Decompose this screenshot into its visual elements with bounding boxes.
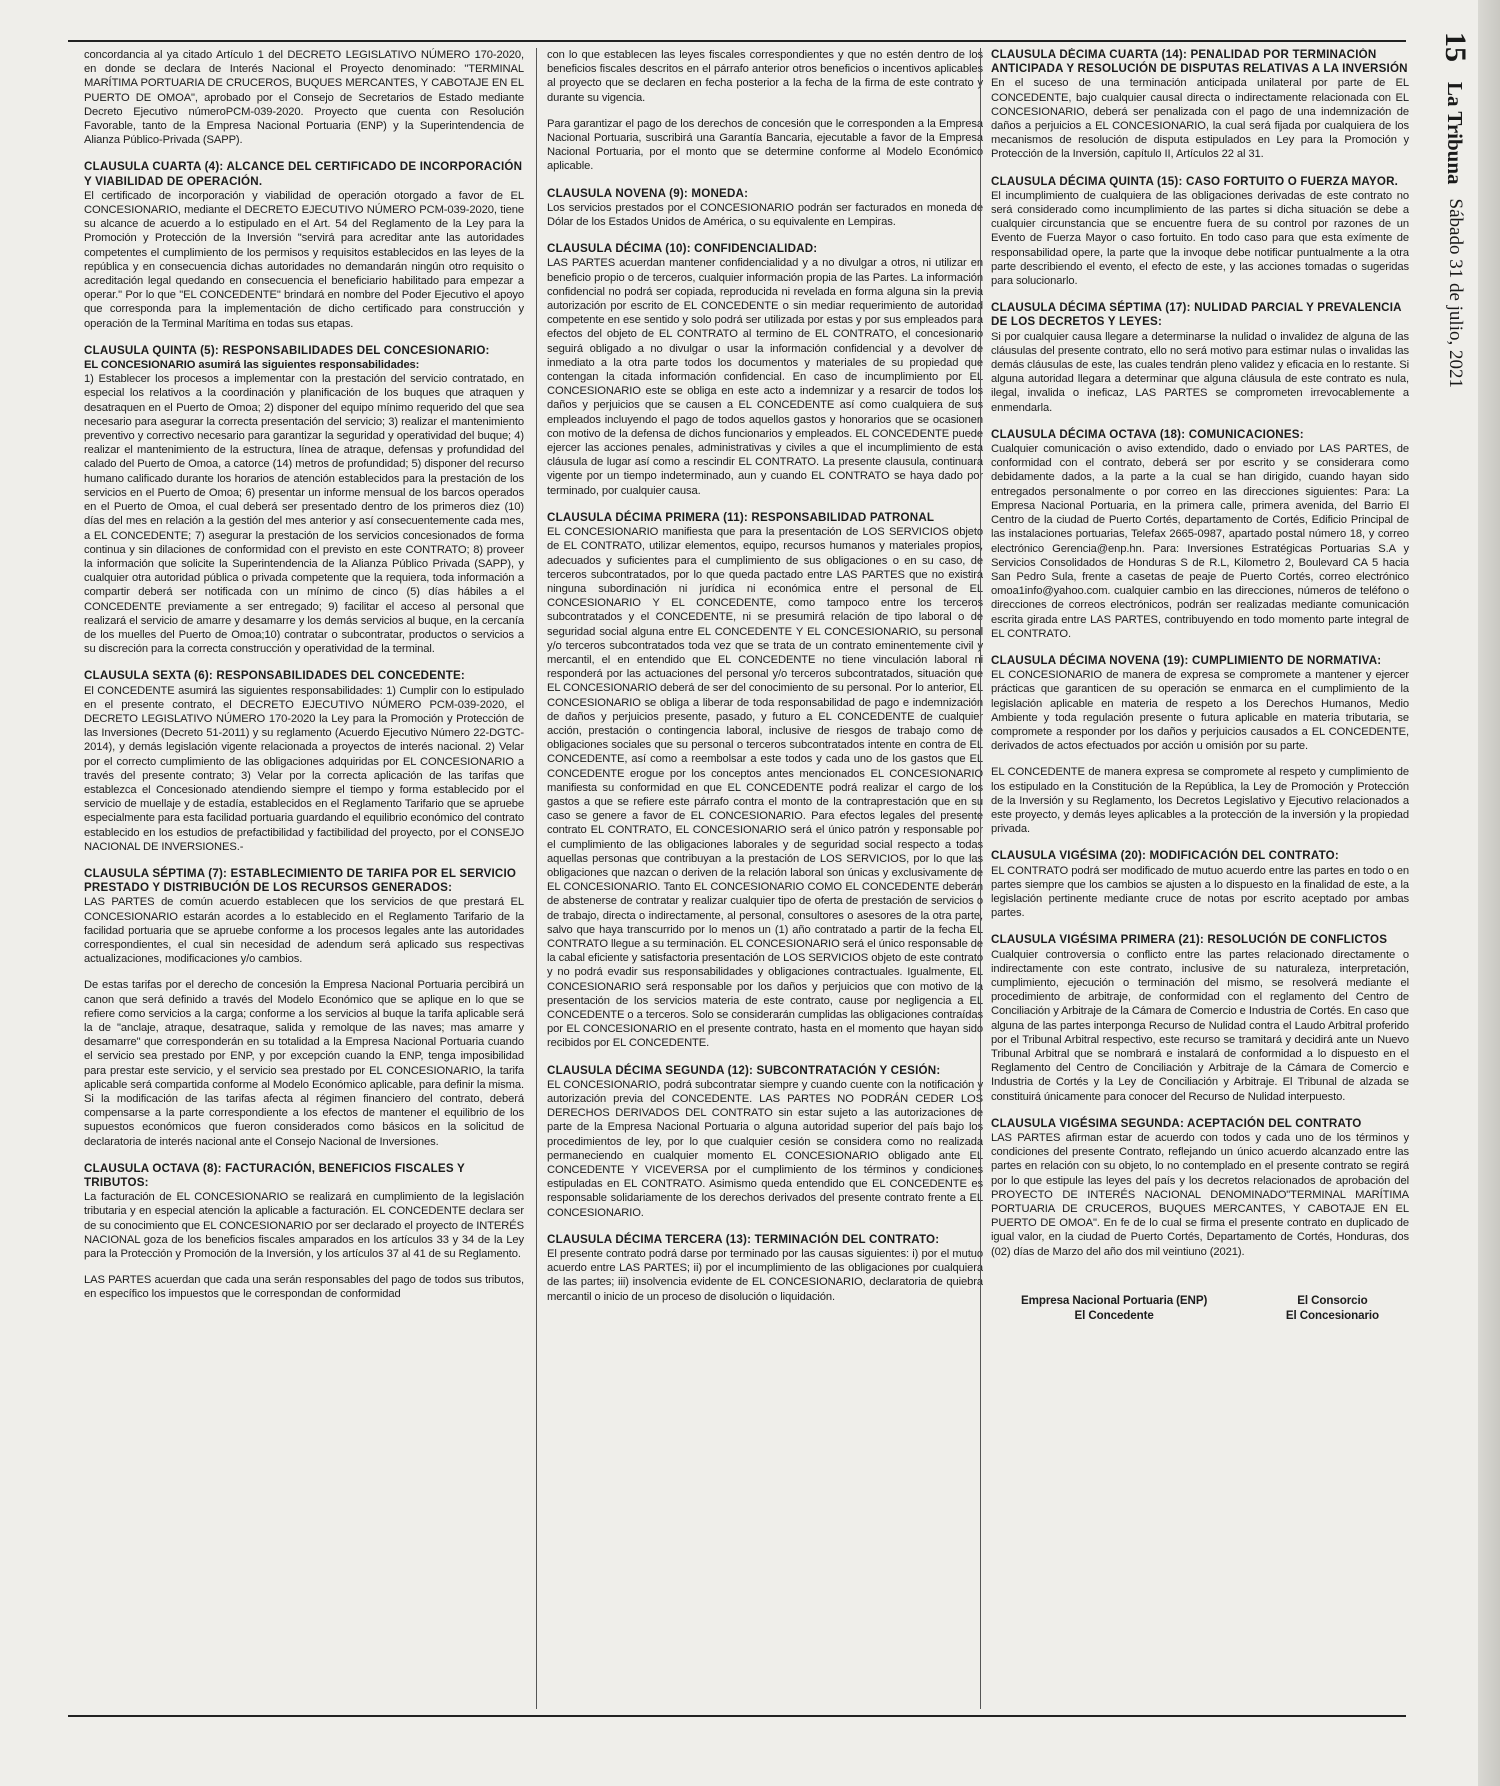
clause-title: CLAUSULA SEXTA (6): RESPONSABILIDADES DEL CONCEDENTE: (84, 669, 465, 683)
clause-paragraph: Si por cualquier causa llegare a determinarse la nulidad o invalidez de alguna de las cláusulas del presente contrato, ello no será motivo para estimar nulas o invalidas las demás cláusulas de este, las cuales tendrán pleno validez y eficacia en lo restante. Si alguna autoridad llegara a determinar que alguna cláusula de este contrato es nula, ilegal, invalida o ineficaz, LAS PARTES se comprometen irrevocablemente a enmendarla. (991, 330, 1409, 414)
masthead (1426, 32, 1472, 432)
column-3 (980, 48, 1409, 1709)
clause-subtitle: EL CONCESIONARIO asumirá las siguientes responsabilidades: (84, 359, 420, 372)
clause-title: CLAUSULA CUARTA (4): ALCANCE DEL CERTIFICADO DE INCORPORACIÓN Y VIABILIDAD DE OPERACIÓN. (84, 160, 523, 188)
clause (547, 511, 983, 1051)
clause-paragraph: concordancia al ya citado Artículo 1 del DECRETO LEGISLATIVO NÚMERO 170-2020, en donde se declara de Interés Nacional el Proyecto denominado: "TERMINAL MARÍTIMA PORTUARIA DE CRUCEROS, BUQUES MERCANTES, Y CABOTAJE EN EL PUERTO DE OMOA", aprobado por el Consejo de Secretarios de Estado mediante Decreto Ejecutivo númeroPCM-039-2020. Proyecto que cuenta con Resolución Favorable, tanto de la Empresa Nacional Portuaria (ENP) y la Superintendencia de Alianza Público-Privada (SAPP). (84, 49, 524, 147)
clause-title: CLAUSULA VIGÉSIMA PRIMERA (21): RESOLUCIÓN DE CONFLICTOS (991, 933, 1388, 947)
clause-paragraph: La facturación de EL CONCESIONARIO se realizará en cumplimiento de la legislación tributaria y en especial atención la aplicable a facturación. EL CONCEDENTE declara ser de su conocimiento que EL CONCESIONARIO por ser declarado el proyecto de INTERÉS NACIONAL goza de los beneficios fiscales amparados en los artículos 33 y 34 de la Ley para la Protección y Promoción de la Inversión, y los artículos 37 al 41 de su Reglamento. (84, 1191, 524, 1261)
clause-title: CLAUSULA DÉCIMA QUINTA (15): CASO FORTUITO O FUERZA MAYOR. (991, 174, 1399, 188)
clause-paragraph: El presente contrato podrá darse por terminado por las causas siguientes: i) por el mutuo acuerdo entre LAS PARTES; ii) por el incumplimiento de las obligaciones por cualquiera de las partes; iii) insolvencia evidente de EL CONCESIONARIO, declaratoria de quiebra mercantil o inicio de un proceso de disolución o liquidación. (547, 1248, 983, 1303)
clause-title: CLAUSULA VIGÉSIMA (20): MODIFICACIÓN DEL CONTRATO: (991, 849, 1339, 863)
publication-date: Sábado 31 de julio, 2021 (1445, 198, 1466, 388)
clause-paragraph: En el suceso de una terminación anticipada unilateral por parte de EL CONCEDENTE, bajo cualquier causal directa o indirectamente relacionada con EL CONCESIONARIO, deberá ser penalizada con el pago de una indemnización de daños a perjuicios a EL CONCESIONARIO, la cual será fijada por cualquiera de los mecanismos de resolución de disputa estipulados en Ley para la Promoción y Protección de la Inversión, capítulo II, Artículos 22 al 31. (991, 77, 1409, 161)
clause (547, 242, 983, 498)
clause (547, 1064, 983, 1220)
clause-paragraph: LAS PARTES acuerdan que cada una serán responsables del pago de todos sus tributos, en específico los impuestos que le correspondan de conformidad (84, 1274, 524, 1301)
signature-line1: El Consorcio (1297, 1293, 1368, 1307)
clause (84, 867, 524, 1149)
clause (991, 428, 1409, 641)
clause-paragraph: EL CONCESIONARIO de manera de expresa se compromete a mantener y ejercer prácticas que garanticen de su operación se enmarca en el cumplimiento de la legislación aplicable en materia de respeto a los Derechos Humanos, Medio Ambiente y toda regulación presente o futura aplicable en materia tributaria, se compromete a responder por los daños y perjuicios causados a EL CONCEDENTE, derivados de actos efectuados por acción u omisión por su parte. (991, 669, 1409, 753)
clause-paragraph: EL CONCEDENTE de manera expresa se compromete al respeto y cumplimiento de los estipulado en la Constitución de la República, la Ley de Promoción y Protección de la Inversión y su Reglamento, los Decretos Legislativo y Ejecutivo relacionados a este proyecto, y demás leyes aplicables a la protección de la inversión y la propiedad privada. (991, 766, 1409, 836)
clause (991, 48, 1409, 162)
clause-paragraph: EL CONCESIONARIO, podrá subcontratar siempre y cuando cuente con la notificación y autorización previa del CONCEDENTE. LAS PARTES NO PODRÁN CEDER LOS DERECHOS DERIVADOS DEL CONTRATO sin estar sujeto a las autorizaciones de parte de la Empresa Nacional Portuaria o alguna autoridad superior del país bajo los procedimientos de ley, por lo que cualquier cesión se considera como no realizada permaneciendo en cualquier momento EL CONCESIONARIO obligado ante EL CONCEDENTE Y VICEVERSA por el cumplimiento de los términos y condiciones estipuladas en EL CONTRATO. Asimismo queda entendido que EL CONCEDENTE es responsable solidariamente de los derechos derivados del presente contrato frente a EL CONCESIONARIO. (547, 1078, 983, 1219)
clause-paragraph: El incumplimiento de cualquiera de las obligaciones derivadas de este contrato no será considerado como incumplimiento de las partes si dicha situación se debe a cualquier circunstancia que se encuentre fuera de su control por razones de un Evento de Fuerza Mayor o caso fortuito. En todo caso para que esta exímente de responsabilidad opere, la parte que la invoque debe notificar puntualmente a la otra parte describiendo el evento, el efecto de este, y las acciones tomadas o sugeridas para solucionarlo. (991, 189, 1409, 288)
clause-paragraph: Cualquier comunicación o aviso extendido, dado o enviado por LAS PARTES, de conformidad con el contrato, deberá ser por escrito y se considerara como debidamente dados, a la parte a la cual se han dirigido, cuando hayan sido entregados personalmente o por correo en las direcciones siguientes: Para: La Empresa Nacional Portuaria, en la primera calle, primera avenida, del Barrio El Centro de la ciudad de Puerto Cortés, departamento de Cortés, Edificio Principal de las instalaciones portuarias, Telefax 2665-0987, apartado postal número 18, y correo electrónico Gerencia@enp.hn. Para: Inversiones Estratégicas Portuarias S.A y Servicios Consolidados de Honduras S de R.L, Kilometro 2, Boulevard CA 5 hacia San Pedro Sula, frente a casetas de peaje de Puerto Cortés, correo electrónico omoa1info@yahoo.com. cualquier cambio en las direcciones, números de teléfono o direcciones de correos electrónicos, podrán ser realizadas mediante comunicación escrita girada entre LAS PARTES, contribuyendo en todo momento parte integral de EL CONTRATO. (991, 443, 1409, 640)
signature-line2: El Concedente (1074, 1308, 1154, 1322)
clause (84, 1162, 524, 1302)
clause-paragraph: LAS PARTES acuerdan mantener confidencialidad y a no divulgar a otros, ni utilizar en beneficio propio o de terceros, cualquier información propia de las Partes. La información confidencial no podrá ser copiada, reproducida ni revelada en forma alguna sin la previa autorización por escrito de EL CONCEDENTE o sin mediar requerimiento de autoridad competente en ese sentido y solo podrá ser utilizada por estas y por sus empleados para efectos del objeto de EL CONTRATO al termino de EL CONTRATO, el concesionario seguirá obligado a no divulgar o usar la información confidencial y a devolver de inmediato a la otra parte todos los documentos y materiales de su propiedad que contengan la citada información confidencial. En caso de incumplimiento por EL CONCESIONARIO este se obliga en este acto a indemnizar y a resarcir de todos los daños y perjuicios que se causen a EL CONCEDENTE así como cualquiera de sus empleados incluyendo el pago de todos aquellos gastos y honorarios que se ocasionen con motivo de la defensa de dichos funcionarios y empleados. EL CONCEDENTE puede ejercer las acciones penales, administrativas y civiles a que el incumplimiento de esta cláusula de lugar así como a rescindir EL CONTRATO. La presente clausula, continuara vigente por un tiempo indeterminado, aun y cuando EL CONTRATO se haya dado por terminado, por cualquier causa. (547, 257, 983, 497)
clause-title: CLAUSULA DÉCIMA NOVENA (19): CUMPLIMIENTO DE NORMATIVA: (991, 653, 1382, 667)
clause (991, 933, 1409, 1103)
clause-title: CLAUSULA OCTAVA (8): FACTURACIÓN, BENEFICIOS FISCALES Y TRIBUTOS: (84, 1161, 465, 1190)
clause (84, 669, 524, 854)
clause (84, 344, 524, 656)
clause-paragraph: El CONCEDENTE asumirá las siguientes responsabilidades: 1) Cumplir con lo estipulado en el presente contrato, el DECRETO EJECUTIVO NÚMERO PCM-039-2020, el DECRETO LEGISLATIVO NÚMERO 170-2020 la Ley para la Promoción y Protección de las Inversiones (Decreto 51-2011) y su reglamento (Acuerdo Ejecutivo Número 22-DGTC-2014), y demás legislación vigente relacionada a proyectos de interés nacional. 2) Velar por el correcto cumplimiento de las obligaciones adquiridas por EL CONCESIONARIO a través del presente contrato; 3) Velar por la correcta aplicación de las tarifas que establezca el Concesionado atendiendo siempre el tiempo y forma establecido por el servicio de muellaje y de estadía, establecidos en el Reglamento Tarifario que se apruebe especialmente para esta facilidad portuaria guardando el equilibrio económico del contrato establecido en los estudios de prefactibilidad y factibilidad del proyecto, por el CONSEJO NACIONAL DE INVERSIONES.- (84, 684, 524, 853)
signature-party (1286, 1293, 1379, 1323)
page-number: 15 (1439, 32, 1472, 62)
clause-title: CLAUSULA DÉCIMA TERCERA (13): TERMINACIÓN DEL CONTRATO: (547, 1232, 940, 1246)
clause-title: CLAUSULA QUINTA (5): RESPONSABILIDADES DEL CONCESIONARIO: (84, 343, 490, 357)
clause-title: CLAUSULA DÉCIMA CUARTA (14): PENALIDAD POR TERMINACIÓN ANTICIPADA Y RESOLUCIÓN DE DISPUTAS RELATIVAS A LA INVERSIÓN (991, 48, 1408, 76)
clause (84, 48, 524, 147)
clause-paragraph: De estas tarifas por el derecho de concesión la Empresa Nacional Portuaria percibirá un canon que será definido a través del Modelo Económico que se aplique en lo que se refiere como servicios a la carga; conforme a los servicios al buque la tarifa aplicable será la de "anclaje, atraque, desatraque, salida y remolque de las naves; mas amarre y desamarre" que corresponderán en su totalidad a la Empresa Nacional Portuaria cuando el servicio sea prestado por ENP, y por excepción cuando la ENP, tenga imposibilidad para prestar este servicio, y el servicio sea prestado por EL CONCESIONARIO, la tarifa aplicable será compartida conforme al Modelo Económico aplicable, para definir la misma. Si la modificación de las tarifas afecta al régimen financiero del contrato, deberá compensarse a la parte correspondiente a los efectos de mantener el equilibrio de los supuestos económicos que fueron considerados como básicos en la solicitud de declaratoria de interés nacional ante el Consejo Nacional de Inversiones. (84, 979, 524, 1148)
clause (991, 175, 1409, 289)
clause-title: CLAUSULA DÉCIMA SEGUNDA (12): SUBCONTRATACIÓN Y CESIÓN: (547, 1063, 941, 1077)
clause-title: CLAUSULA NOVENA (9): MONEDA: (547, 186, 749, 200)
contract-body (68, 40, 1409, 1717)
clause-paragraph: 1) Establecer los procesos a implementar con la prestación del servicio contratado, en especial los relativos a la coordinación y planificación de los buques que atraquen y desatraquen en el Puerto de Omoa; 2) disponer del equipo mínimo requerido del que sea necesario para asegurar la correcta presentación del servicio; 3) realizar el mantenimiento preventivo y correctivo necesario para garantizar la seguridad y operatividad del buque; 4) realizar el mantenimiento de la estructura, línea de atraque, defensas y profundidad del calado del Puerto de Omoa, a catorce (14) metros de profundidad; 5) disponer del recurso humano calificado durante los horarios de atención establecidos para la prestación de los servicios en el Puerto de Omoa; 6) presentar un informe mensual de los barcos operados en el Puerto de Omoa, el cual deberá ser presentado dentro de los primeros diez (10) días del mes en relación a la gestión del mes anterior y así consecuentemente cada mes, a EL CONCEDENTE; 7) asegurar la prestación de los servicios concesionados de forma continua y sin dilaciones de conformidad con el previsto en este CONTRATO; 8) proveer la información que solicite la Superintendencia de la Alianza Público Privada (SAPP), y cualquier otra autoridad pública o privada competente que la requiera, toda información a compartir deberá ser notificada con un mínimo de cinco (5) días hábiles a el CONCEDENTE previamente a ser entregado; 9) facilitar el acceso al personal que realizará el servicio de amarre y desamarre y los demás servicios al buque, en la cercanía de los muelles del Puerto de Omoa;10) contratar o subcontratar, productos o servicios a su discreción para la correcta construcción y operatividad de la terminal. (84, 373, 524, 656)
signature-party (1021, 1293, 1207, 1323)
clause-title: CLAUSULA VIGÉSIMA SEGUNDA: ACEPTACIÓN DEL CONTRATO (991, 1116, 1362, 1130)
clause (991, 1117, 1409, 1259)
clause-paragraph: EL CONCESIONARIO manifiesta que para la presentación de LOS SERVICIOS objeto de EL CONTRATO, utilizar elementos, equipo, recursos humanos y materiales propios, adecuados y suficientes para el cumplimiento de sus obligaciones o en su caso, de terceros subcontratados, por lo que queda pactado entre LAS PARTES que no existirá ninguna subordinación ni jurídica ni económica entre el personal de EL CONCESIONARIO Y EL CONCEDENTE, como tampoco entre los terceros subcontratados y el CONCEDENTE, ni se presumirá relación de tipo laboral o de seguridad social alguna entre EL CONCEDENTE Y EL CONCESIONARIO, su personal y/o terceros subcontratados toda vez que se trata de un contrato eminentemente civil y mercantil, el en entendido que EL CONCEDENTE no tiene vinculación laboral ni responderá por las actuaciones del personal y/o terceros subcontratados, situación que EL CONCESIONARIO deberá de ser del conocimiento de su personal. Por lo anterior, EL CONCESIONARIO se obliga a liberar de toda responsabilidad de pago e indemnización de daños y perjuicios presente, pasado, y futuro a EL CONCEDENTE de cualquier acción, prestación o contingencia laboral, inclusive de riesgos de trabajo como de obligaciones sociales que su personal o terceros subcontratados intente en contra de EL CONCEDENTE, así como a reembolsar a este todos y cada uno de los gastos que EL CONCEDENTE erogue por los conceptos antes mencionados EL CONCESIONARIO manifiesta su conformidad en que EL CONCEDENTE podrá realizar el cargo de los gastos a que se refiere este párrafo contra el monto de la contraprestación que en su caso se genere a favor de EL CONCESIONARIO. Para efectos legales del presente contrato EL CONTRATO, EL CONCESIONARIO será el único patrón y responsable por el cumplimiento de las obligaciones laborales y de seguridad social respecto a todas aquellas personas que contribuyan a la prestación de LOS SERVICIOS, por lo que las obligaciones que nazcan o deriven de la relación laboral son únicas y exclusivamente de EL CONCESIONARIO. Tanto EL CONCESIONARIO COMO EL CONCEDENTE deberán de abstenerse de contratar y realizar cualquier tipo de oferta de prestación de servicios o de trabajo, directa o indirectamente, al personal, consultores o asesores de la otra parte, salvo que haya transcurrido por lo menos un (1) año contratado a partir de la fecha EL CONTRATO llegue a su terminación. EL CONCESIONARIO será el único responsable de la cabal eficiente y satisfactoria presentación de LOS SERVICIOS objeto de este contrato y no podrá evadir sus responsabilidades y obligaciones contractuales. Igualmente, EL CONCESIONARIO será responsable por los daños y perjuicios que con motivo de la presentación de los servicios materia de este contrato, cause por negligencia a EL CONCEDENTE o a terceros. Solo se considerarán cumplidas las obligaciones contraídas por EL CONCESIONARIO en el presente contrato, hasta en el momento que hayan sido recibidos por EL CONCEDENTE. (547, 526, 983, 1050)
clause (991, 849, 1409, 920)
clause-paragraph: LAS PARTES afirman estar de acuerdo con todos y cada uno de los términos y condiciones del presente Contrato, reflejando un único acuerdo alcanzado entre las partes en relación con su objeto, lo no contemplado en el presente contrato se regirá por lo que estipule las leyes del país y los decretos relacionados de aprobación del PROYECTO DE INTERÉS NACIONAL DENOMINADO"TERMINAL MARÍTIMA PORTUARIA DE CRUCEROS, BUQUES MERCANTES, Y CABOTAJE EN EL PUERTO DE OMOA". En fe de lo cual se firma el presente contrato en duplicado de igual valor, en la ciudad de Puerto Cortés, Departamento de Cortés, Honduras, dos (02) días de Marzo del año dos mil veintiuno (2021). (991, 1132, 1409, 1258)
clause-title: CLAUSULA DÉCIMA SÉPTIMA (17): NULIDAD PARCIAL Y PREVALENCIA DE LOS DECRETOS Y LEYES: (991, 301, 1402, 329)
signature-line1: Empresa Nacional Portuaria (ENP) (1021, 1293, 1208, 1307)
clause-paragraph: Para garantizar el pago de los derechos de concesión que le corresponden a la Empresa Nacional Portuaria, suscribirá una Garantía Bancaria, ejecutable a favor de la Empresa Nacional Portuaria, por el monto que se determine conforme al Modelo Económico aplicable. (547, 117, 983, 173)
clause (547, 48, 983, 174)
clause-paragraph: Cualquier controversia o conflicto entre las partes relacionado directamente o indirectamente con este contrato, inclusive de su naturaleza, interpretación, cumplimiento, ejecución o terminación del mismo, se resolverá mediante el procedimiento de arbitraje, de conformidad con el reglamento del Centro de Conciliación y Arbitraje de la Cámara de Comercio e Industria de Cortés. En caso que alguna de las partes interponga Recurso de Nulidad contra el Laudo Arbitral proferido por el Tribunal Arbitral respectivo, este recurso se tramitará y decidirá ante un Nuevo Tribunal Arbitral que se nombrará e instalará de conformidad a lo dispuesto en el Reglamento del Centro de Conciliación y Arbitraje de la Cámara de Comercio e Industria de Cortés y la Ley de Conciliación y Arbitraje. El Tribunal de alzada se constituirá únicamente para conocer del Recurso de Nulidad interpuesto. (991, 948, 1409, 1103)
column-2 (536, 48, 983, 1709)
clause-paragraph: Los servicios prestados por el CONCESIONARIO podrán ser facturados en moneda de Dólar de los Estados Unidos de América, o su equivalente en Lempiras. (547, 201, 983, 229)
publication-name: La Tribuna (1443, 82, 1468, 185)
clause-title: CLAUSULA DÉCIMA OCTAVA (18): COMUNICACIONES: (991, 427, 1304, 441)
page-edge (1478, 0, 1500, 1786)
clause (84, 160, 524, 330)
clause-paragraph: LAS PARTES de común acuerdo establecen que los servicios de que prestará EL CONCESIONARIO estarán acordes a lo establecido en el Reglamento Tarifario de la facilidad portuaria que se apruebe conforme a los procesos legales ante las autoridades correspondientes, el cual sin necesidad de adendum será aplicado sus respectivas actualizaciones, modificaciones y/o cambios. (84, 896, 524, 966)
column-1 (84, 48, 524, 1709)
clause (547, 1233, 983, 1304)
clause-paragraph: EL CONTRATO podrá ser modificado de mutuo acuerdo entre las partes en todo o en partes siempre que los cambios se ajusten a lo dispuesto en la finalidad de este, a la legislación pertinente mediante cruce de notas por escrito aceptado por ambas partes. (991, 864, 1409, 920)
clause-paragraph: con lo que establecen las leyes fiscales correspondientes y que no estén dentro de los beneficios fiscales descritos en el párrafo anterior otros beneficios o incentivos aplicables al proyecto que se declaren en fecha posterior a la fecha de la firma de este contrato y durante su vigencia. (547, 49, 983, 104)
clause (991, 654, 1409, 836)
clause (547, 187, 983, 230)
clause-title: CLAUSULA DÉCIMA (10): CONFIDENCIALIDAD: (547, 242, 818, 256)
clause-title: CLAUSULA DÉCIMA PRIMERA (11): RESPONSABILIDAD PATRONAL (547, 510, 935, 524)
clause-paragraph: El certificado de incorporación y viabilidad de operación otorgado a favor de EL CONCESIONARIO, mediante el DECRETO EJECUTIVO NÚMERO PCM-039-2020, tiene su alcance de acuerdo a lo estipulado en el Art. 54 del Reglamento de la Ley para la Promoción y Protección de la Inversión "servirá para acreditar ante las autoridades competentes el cumplimiento de los permisos y requisitos establecidos en las leyes de la república y en consecuencia dichas autoridades no demandarán ningún otro requisito o acreditación legal quedando en consecuencia el beneficiario habilitado para empezar a operar." Por lo que "EL CONCEDENTE" brindará en nombre del Poder Ejecutivo el apoyo que corresponda para la implementación de dicho certificado para construcción y operación de la Terminal Marítima en todas sus etapas. (84, 189, 524, 330)
signature-block (991, 1293, 1409, 1323)
signature-line2: El Concesionario (1285, 1308, 1379, 1322)
clause (991, 301, 1409, 415)
clause-title: CLAUSULA SÉPTIMA (7): ESTABLECIMIENTO DE TARIFA POR EL SERVICIO PRESTADO Y DISTRIBUCIÓN DE LOS RECURSOS GENERADOS: (84, 866, 517, 895)
